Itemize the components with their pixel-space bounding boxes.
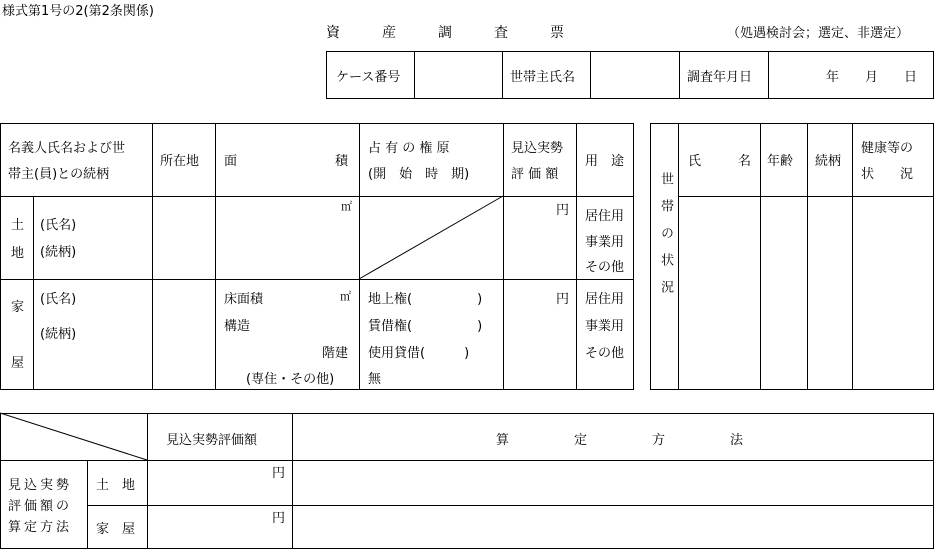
land-yen-unit: 円 [556, 203, 570, 218]
land-use-business[interactable]: 事業用 [585, 235, 625, 250]
house-right-superficies[interactable]: 地上権( ) [368, 292, 483, 307]
col-use-header: 用 途 [585, 154, 625, 169]
valuation-row-header-1: 見込実勢 [8, 478, 73, 493]
valuation-house-value-field[interactable] [148, 506, 291, 548]
land-occupancy-diagonal [359, 196, 503, 279]
household-col-relation: 続柄 [815, 154, 842, 169]
valuation-row-header-2: 評価額の [8, 499, 73, 514]
col-value-header-2: 評 価 額 [511, 167, 559, 182]
household-col-name-a: 氏 [688, 154, 702, 169]
land-use-residential[interactable]: 居住用 [585, 209, 625, 224]
col-area-header-b: 積 [335, 154, 349, 169]
house-right-none[interactable]: 無 [368, 372, 382, 387]
selection-note: （処遇検討会；選定、非選定） [727, 26, 910, 41]
valuation-land-yen-unit: 円 [272, 466, 286, 481]
valuation-house-method-field[interactable] [293, 506, 933, 548]
valuation-row-header-3: 算定方法 [8, 520, 73, 535]
col-value-header-1: 見込実勢 [511, 141, 564, 156]
survey-date-field[interactable]: 年 月 日 [826, 70, 918, 85]
house-area-unit: ㎡ [340, 290, 351, 303]
household-side-label: 世帯の状況 [658, 172, 673, 307]
land-use-other[interactable]: その他 [585, 260, 625, 275]
col-location-header: 所在地 [160, 154, 200, 169]
house-floors-label: 階建 [322, 346, 349, 361]
house-residence-type[interactable]: (専住・その他) [246, 372, 335, 387]
house-use-business[interactable]: 事業用 [585, 319, 625, 334]
survey-date-label: 調査年月日 [687, 70, 753, 85]
valuation-land-value-field[interactable] [148, 461, 291, 504]
house-floor-area-label: 床面積 [224, 292, 264, 307]
col-name-header-1: 名義人氏名および世 [8, 141, 126, 156]
form-number: 様式第1号の2(第2条関係) [2, 4, 154, 19]
house-use-residential[interactable]: 居住用 [585, 292, 625, 307]
householder-label: 世帯主氏名 [510, 70, 576, 85]
land-owner-name-field[interactable]: (氏名) [40, 218, 77, 233]
valuation-land-label: 土 地 [96, 478, 136, 493]
householder-field[interactable] [591, 52, 678, 98]
col-name-header-2: 帯主(員)との続柄 [8, 167, 110, 182]
land-label-2: 地 [11, 246, 25, 261]
case-number-label: ケース番号 [336, 70, 401, 85]
case-number-field[interactable] [414, 52, 501, 98]
valuation-house-yen-unit: 円 [272, 511, 286, 526]
land-label-1: 土 [11, 218, 25, 233]
valuation-house-label: 家 屋 [96, 522, 136, 537]
house-owner-name-field[interactable]: (氏名) [40, 292, 77, 307]
household-col-age: 年齢 [767, 154, 794, 169]
house-yen-unit: 円 [556, 292, 570, 307]
house-owner-relation-field[interactable]: (続柄) [40, 327, 77, 342]
household-col-health-1: 健康等の [861, 141, 914, 156]
house-label-1: 家 [11, 300, 25, 315]
col-occupancy-header-1: 占 有 の 権 原 [368, 141, 450, 156]
land-owner-relation-field[interactable]: (続柄) [40, 245, 77, 260]
page-title: 資 産 調 査 票 [326, 25, 564, 41]
valuation-land-method-field[interactable] [293, 461, 933, 504]
valuation-col-method: 算 定 方 法 [496, 433, 744, 448]
household-col-health-2: 状 況 [861, 167, 914, 182]
valuation-col-value: 見込実勢評価額 [166, 433, 258, 448]
house-label-2: 屋 [11, 356, 25, 371]
house-structure-label: 構造 [224, 319, 251, 334]
house-right-lease[interactable]: 賃借権( ) [368, 319, 483, 334]
house-use-other[interactable]: その他 [585, 346, 625, 361]
land-area-unit: ㎡ [341, 200, 352, 213]
col-occupancy-header-2: (開 始 時 期) [368, 167, 470, 182]
col-area-header-a: 面 [224, 154, 238, 169]
house-right-loan-for-use[interactable]: 使用貸借( ) [368, 346, 470, 361]
household-col-name-b: 名 [738, 154, 752, 169]
valuation-header-diagonal [0, 413, 147, 460]
